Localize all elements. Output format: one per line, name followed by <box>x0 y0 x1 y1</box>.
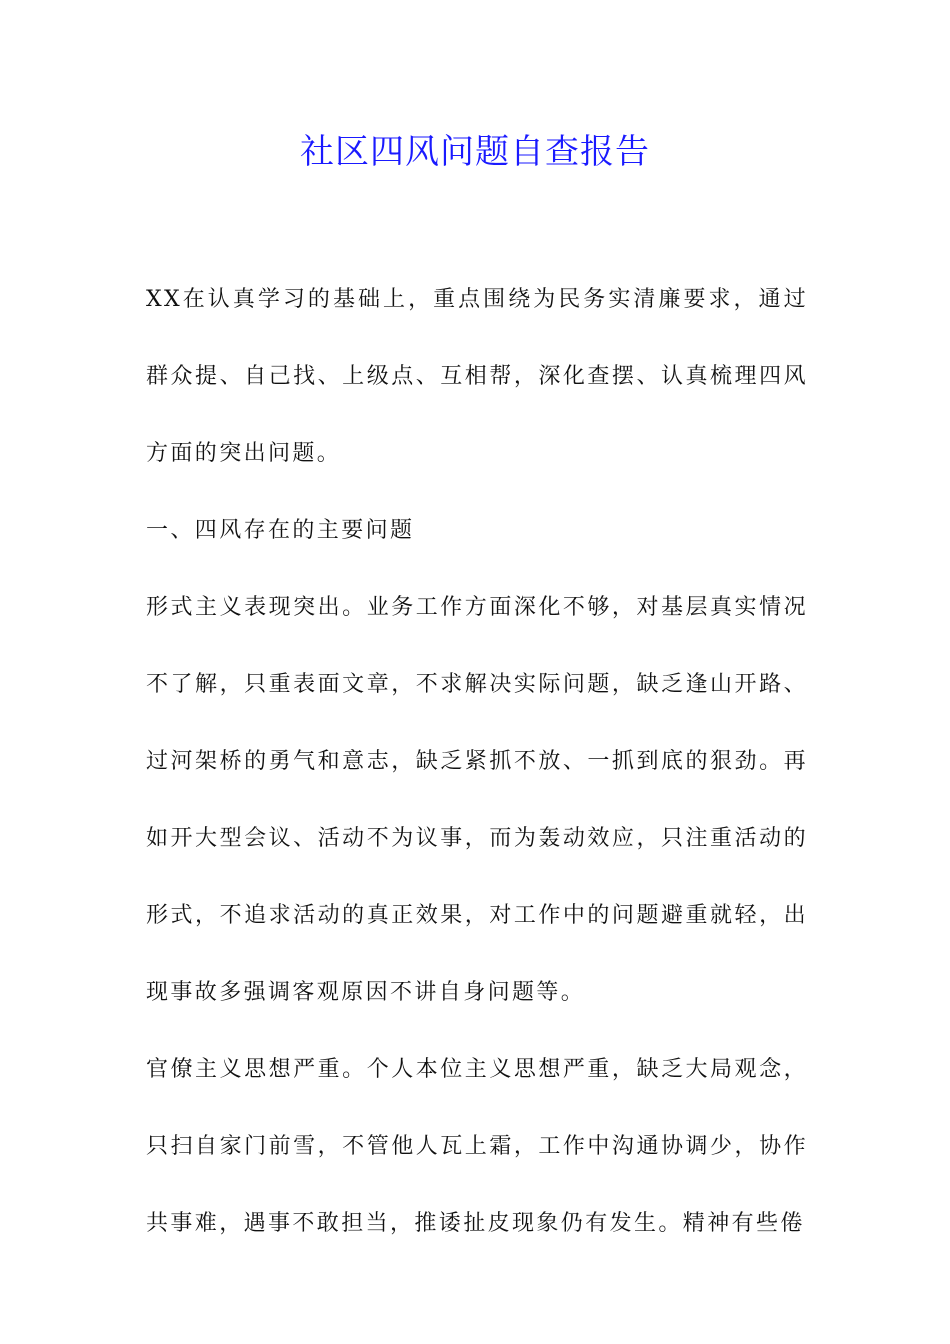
document-body <box>146 261 808 1262</box>
formalism-paragraph: 形式主义表现突出。业务工作方面深化不够，对基层真实情况不了解，只重表面文章，不求解决实际问题，缺乏逢山开路、过河架桥的勇气和意志，缺乏紧抓不放、一抓到底的狠劲。再如开大型会议、活动不为议事，而为轰动效应，只注重活动的形式，不追求活动的真正效果，对工作中的问题避重就轻，出现事故多强调客观原因不讲自身问题等。 <box>146 595 808 1005</box>
section-heading: 一、四风存在的主要问题 <box>146 518 415 543</box>
bureaucratism-paragraph: 官僚主义思想严重。个人本位主义思想严重，缺乏大局观念，只扫自家门前雪，不管他人瓦上霜，工作中沟通协调少，协作共事难，遇事不敢担当，推诿扯皮现象仍有发生。精神有些倦 <box>146 1057 808 1236</box>
intro-paragraph: XX在认真学习的基础上，重点围绕为民务实清廉要求，通过群众提、自己找、上级点、互相帮，深化查摆、认真梳理四风方面的突出问题。 <box>146 287 808 466</box>
document-title: 社区四风问题自查报告 <box>300 132 650 172</box>
